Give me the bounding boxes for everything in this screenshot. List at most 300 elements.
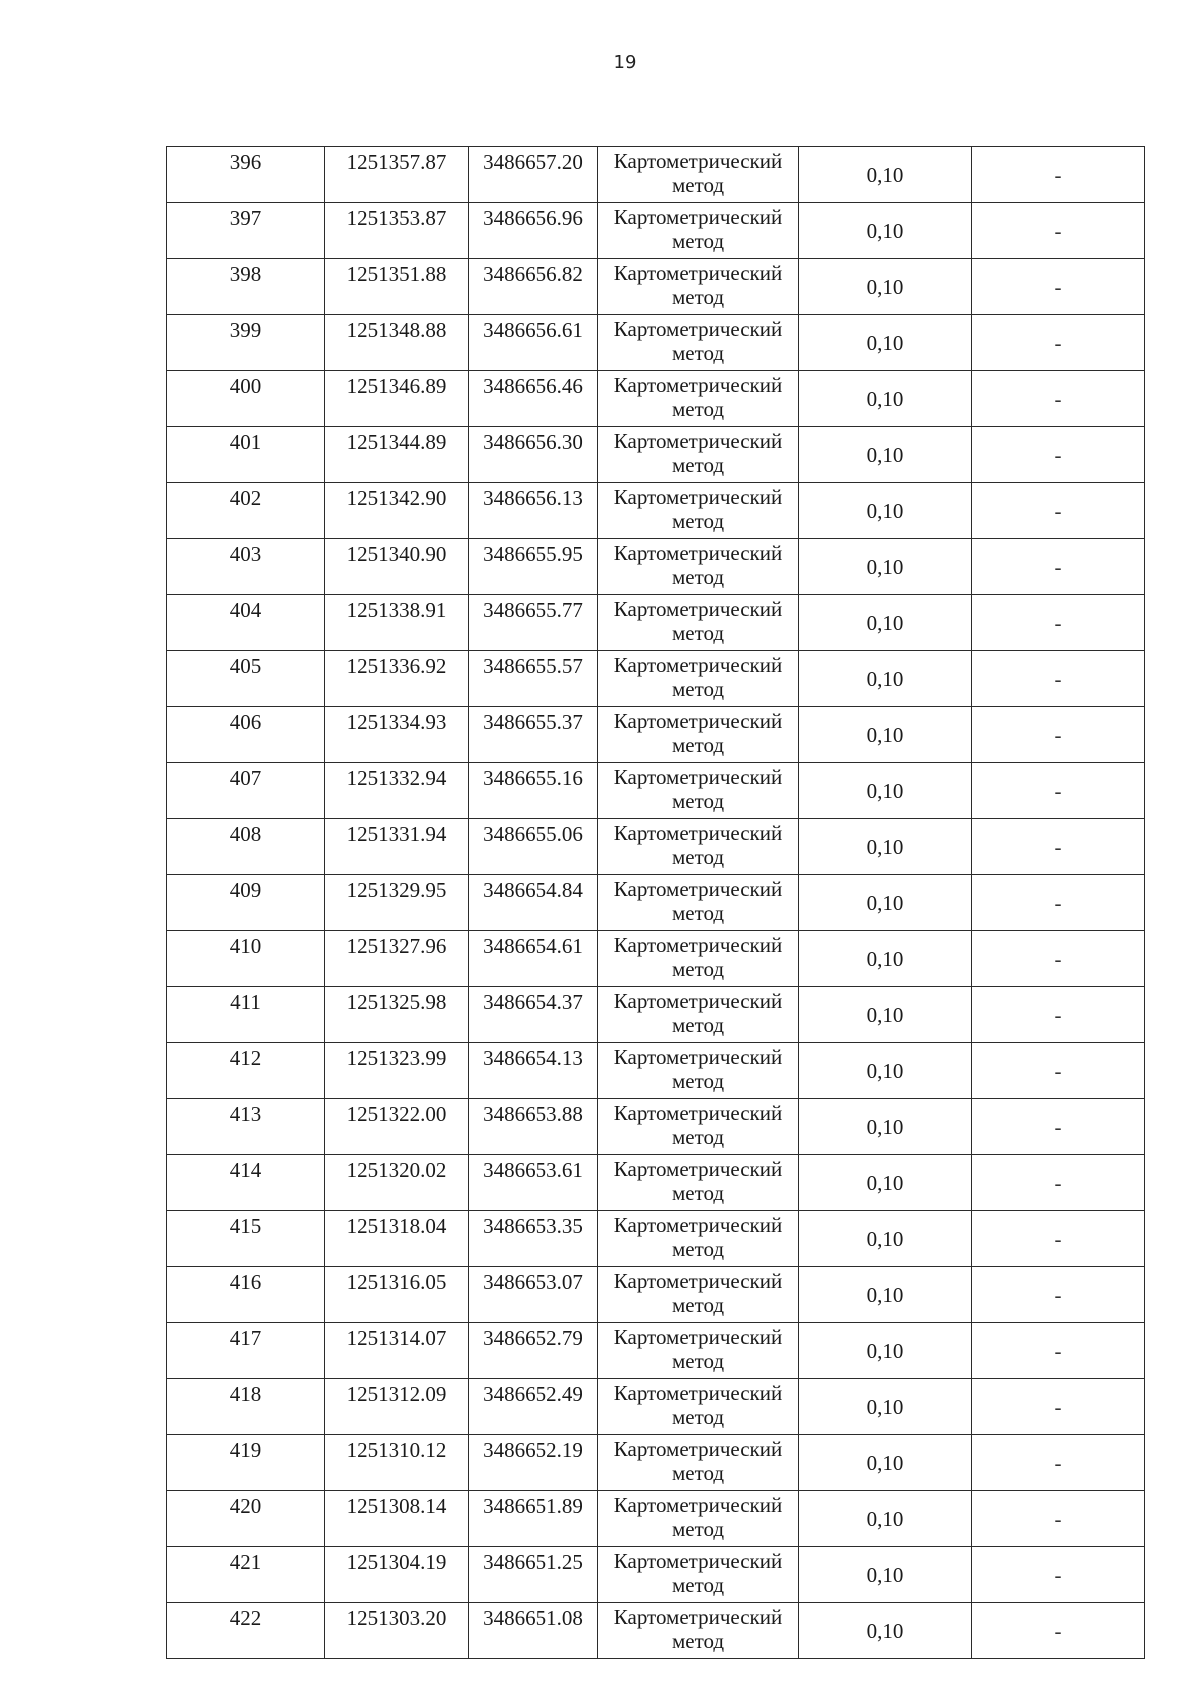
x-coordinate-cell-text: 1251303.20 <box>346 1606 447 1630</box>
method-line-1: Картометрический <box>613 541 783 565</box>
point-number-cell-text: 403 <box>229 542 262 566</box>
point-number-cell-text: 409 <box>229 878 262 902</box>
accuracy-cell <box>799 1491 972 1547</box>
table-row <box>167 1267 1145 1323</box>
x-coordinate-cell-text: 1251329.95 <box>346 878 447 902</box>
method-line-1: Картометрический <box>613 765 783 789</box>
x-coordinate-cell <box>325 315 469 371</box>
x-coordinate-cell <box>325 1211 469 1267</box>
description-cell <box>972 819 1145 875</box>
method-line-2: метод <box>671 1181 725 1205</box>
accuracy-cell-text: 0,10 <box>866 1450 904 1475</box>
description-cell-text: - <box>1054 890 1062 915</box>
accuracy-cell-text: 0,10 <box>866 274 904 299</box>
method-cell <box>598 1267 799 1323</box>
description-cell-text: - <box>1054 1282 1062 1307</box>
table-row <box>167 483 1145 539</box>
method-line-1: Картометрический <box>613 1045 783 1069</box>
y-coordinate-cell-text: 3486653.07 <box>483 1270 583 1294</box>
table-row <box>167 595 1145 651</box>
x-coordinate-cell <box>325 147 469 203</box>
x-coordinate-cell-text: 1251338.91 <box>346 598 447 622</box>
method-cell <box>598 203 799 259</box>
method-line-2: метод <box>671 1125 725 1149</box>
x-coordinate-cell-text: 1251312.09 <box>346 1382 447 1406</box>
y-coordinate-cell <box>469 651 598 707</box>
method-line-2: метод <box>671 1573 725 1597</box>
table-row <box>167 371 1145 427</box>
method-line-1: Картометрический <box>613 1157 783 1181</box>
point-number-cell <box>167 1603 325 1659</box>
method-cell <box>598 1491 799 1547</box>
table-row <box>167 819 1145 875</box>
description-cell-text: - <box>1054 1618 1062 1643</box>
point-number-cell-text: 402 <box>229 486 262 510</box>
method-line-2: метод <box>671 173 725 197</box>
table-row <box>167 875 1145 931</box>
page-number: 19 <box>613 52 637 73</box>
point-number-cell-text: 401 <box>229 430 262 454</box>
method-line-1: Картометрический <box>613 821 783 845</box>
table-row <box>167 707 1145 763</box>
point-number-cell <box>167 707 325 763</box>
accuracy-cell <box>799 147 972 203</box>
description-cell-text: - <box>1054 1002 1062 1027</box>
method-line-1: Картометрический <box>613 429 783 453</box>
y-coordinate-cell <box>469 1099 598 1155</box>
accuracy-cell-text: 0,10 <box>866 1002 904 1027</box>
description-cell <box>972 1491 1145 1547</box>
method-line-2: метод <box>671 1293 725 1317</box>
table-row <box>167 203 1145 259</box>
x-coordinate-cell-text: 1251331.94 <box>346 822 447 846</box>
accuracy-cell-text: 0,10 <box>866 1282 904 1307</box>
accuracy-cell-text: 0,10 <box>866 1394 904 1419</box>
table-row <box>167 1043 1145 1099</box>
y-coordinate-cell-text: 3486656.96 <box>483 206 583 230</box>
point-number-cell <box>167 1435 325 1491</box>
table-row <box>167 1435 1145 1491</box>
method-line-1: Картометрический <box>613 1101 783 1125</box>
accuracy-cell-text: 0,10 <box>866 1506 904 1531</box>
y-coordinate-cell <box>469 1435 598 1491</box>
x-coordinate-cell-text: 1251304.19 <box>346 1550 447 1574</box>
method-cell <box>598 987 799 1043</box>
point-number-cell <box>167 539 325 595</box>
x-coordinate-cell-text: 1251318.04 <box>346 1214 447 1238</box>
method-cell <box>598 819 799 875</box>
accuracy-cell-text: 0,10 <box>866 1618 904 1643</box>
accuracy-cell-text: 0,10 <box>866 834 904 859</box>
y-coordinate-cell-text: 3486656.30 <box>483 430 583 454</box>
x-coordinate-cell <box>325 259 469 315</box>
method-cell <box>598 315 799 371</box>
table-row <box>167 1547 1145 1603</box>
method-line-2: метод <box>671 509 725 533</box>
x-coordinate-cell-text: 1251351.88 <box>346 262 447 286</box>
y-coordinate-cell-text: 3486655.16 <box>483 766 583 790</box>
point-number-cell <box>167 651 325 707</box>
description-cell-text: - <box>1054 1506 1062 1531</box>
method-cell <box>598 931 799 987</box>
table-row <box>167 1155 1145 1211</box>
y-coordinate-cell <box>469 259 598 315</box>
point-number-cell <box>167 1099 325 1155</box>
accuracy-cell-text: 0,10 <box>866 1338 904 1363</box>
table-row <box>167 931 1145 987</box>
point-number-cell-text: 405 <box>229 654 262 678</box>
description-cell-text: - <box>1054 442 1062 467</box>
accuracy-cell-text: 0,10 <box>866 946 904 971</box>
point-number-cell-text: 400 <box>229 374 262 398</box>
description-cell <box>972 1379 1145 1435</box>
x-coordinate-cell <box>325 763 469 819</box>
x-coordinate-cell-text: 1251348.88 <box>346 318 447 342</box>
point-number-cell <box>167 819 325 875</box>
x-coordinate-cell <box>325 1491 469 1547</box>
description-cell <box>972 707 1145 763</box>
method-line-1: Картометрический <box>613 1437 783 1461</box>
description-cell <box>972 651 1145 707</box>
accuracy-cell-text: 0,10 <box>866 722 904 747</box>
method-line-1: Картометрический <box>613 1381 783 1405</box>
y-coordinate-cell-text: 3486656.46 <box>483 374 583 398</box>
point-number-cell-text: 406 <box>229 710 262 734</box>
x-coordinate-cell <box>325 931 469 987</box>
point-number-cell-text: 414 <box>229 1158 262 1182</box>
description-cell <box>972 427 1145 483</box>
accuracy-cell <box>799 1155 972 1211</box>
y-coordinate-cell <box>469 819 598 875</box>
method-line-1: Картометрический <box>613 261 783 285</box>
method-cell <box>598 707 799 763</box>
method-line-2: метод <box>671 229 725 253</box>
method-line-2: метод <box>671 901 725 925</box>
accuracy-cell-text: 0,10 <box>866 386 904 411</box>
method-cell <box>598 595 799 651</box>
point-number-cell-text: 415 <box>229 1214 262 1238</box>
table-row <box>167 987 1145 1043</box>
accuracy-cell-text: 0,10 <box>866 1114 904 1139</box>
accuracy-cell <box>799 371 972 427</box>
x-coordinate-cell-text: 1251336.92 <box>346 654 447 678</box>
method-line-2: метод <box>671 733 725 757</box>
x-coordinate-cell-text: 1251357.87 <box>346 150 447 174</box>
point-number-cell <box>167 203 325 259</box>
y-coordinate-cell-text: 3486652.49 <box>483 1382 583 1406</box>
y-coordinate-cell <box>469 987 598 1043</box>
x-coordinate-cell <box>325 875 469 931</box>
method-line-1: Картометрический <box>613 877 783 901</box>
method-line-2: метод <box>671 957 725 981</box>
point-number-cell <box>167 1043 325 1099</box>
method-line-1: Картометрический <box>613 1213 783 1237</box>
method-line-2: метод <box>671 845 725 869</box>
method-line-2: метод <box>671 1461 725 1485</box>
accuracy-cell-text: 0,10 <box>866 1058 904 1083</box>
accuracy-cell-text: 0,10 <box>866 778 904 803</box>
method-line-1: Картометрический <box>613 1549 783 1573</box>
description-cell <box>972 931 1145 987</box>
table-row <box>167 651 1145 707</box>
method-cell <box>598 147 799 203</box>
accuracy-cell-text: 0,10 <box>866 498 904 523</box>
point-number-cell <box>167 763 325 819</box>
method-line-1: Картометрический <box>613 373 783 397</box>
y-coordinate-cell-text: 3486653.88 <box>483 1102 583 1126</box>
method-cell <box>598 875 799 931</box>
y-coordinate-cell-text: 3486651.25 <box>483 1550 583 1574</box>
description-cell <box>972 987 1145 1043</box>
y-coordinate-cell-text: 3486655.77 <box>483 598 583 622</box>
method-line-2: метод <box>671 341 725 365</box>
x-coordinate-cell-text: 1251322.00 <box>346 1102 447 1126</box>
y-coordinate-cell-text: 3486655.57 <box>483 654 583 678</box>
point-number-cell <box>167 315 325 371</box>
accuracy-cell-text: 0,10 <box>866 666 904 691</box>
accuracy-cell <box>799 931 972 987</box>
x-coordinate-cell-text: 1251325.98 <box>346 990 447 1014</box>
accuracy-cell <box>799 651 972 707</box>
method-cell <box>598 1211 799 1267</box>
y-coordinate-cell-text: 3486654.37 <box>483 990 583 1014</box>
x-coordinate-cell-text: 1251316.05 <box>346 1270 447 1294</box>
description-cell <box>972 1323 1145 1379</box>
accuracy-cell <box>799 539 972 595</box>
description-cell <box>972 1099 1145 1155</box>
method-line-2: метод <box>671 285 725 309</box>
accuracy-cell <box>799 1099 972 1155</box>
method-cell <box>598 1155 799 1211</box>
method-cell <box>598 1043 799 1099</box>
y-coordinate-cell-text: 3486652.79 <box>483 1326 583 1350</box>
method-line-1: Картометрический <box>613 1325 783 1349</box>
y-coordinate-cell <box>469 763 598 819</box>
description-cell-text: - <box>1054 1058 1062 1083</box>
method-line-2: метод <box>671 397 725 421</box>
point-number-cell-text: 413 <box>229 1102 262 1126</box>
method-line-2: метод <box>671 1349 725 1373</box>
method-cell <box>598 1435 799 1491</box>
y-coordinate-cell-text: 3486655.37 <box>483 710 583 734</box>
accuracy-cell <box>799 1043 972 1099</box>
point-number-cell <box>167 987 325 1043</box>
description-cell <box>972 595 1145 651</box>
description-cell <box>972 371 1145 427</box>
description-cell <box>972 1155 1145 1211</box>
table-row <box>167 147 1145 203</box>
method-line-2: метод <box>671 1629 725 1653</box>
method-line-1: Картометрический <box>613 1605 783 1629</box>
point-number-cell-text: 420 <box>229 1494 262 1518</box>
description-cell <box>972 539 1145 595</box>
description-cell <box>972 203 1145 259</box>
y-coordinate-cell-text: 3486653.61 <box>483 1158 583 1182</box>
table-row <box>167 1099 1145 1155</box>
y-coordinate-cell <box>469 539 598 595</box>
description-cell-text: - <box>1054 1170 1062 1195</box>
y-coordinate-cell-text: 3486657.20 <box>483 150 583 174</box>
description-cell <box>972 483 1145 539</box>
method-line-2: метод <box>671 1069 725 1093</box>
point-number-cell-text: 407 <box>229 766 262 790</box>
point-number-cell <box>167 1155 325 1211</box>
x-coordinate-cell-text: 1251314.07 <box>346 1326 447 1350</box>
description-cell-text: - <box>1054 274 1062 299</box>
x-coordinate-cell-text: 1251320.02 <box>346 1158 447 1182</box>
method-cell <box>598 1603 799 1659</box>
method-line-1: Картометрический <box>613 1269 783 1293</box>
point-number-cell <box>167 931 325 987</box>
x-coordinate-cell-text: 1251323.99 <box>346 1046 447 1070</box>
method-cell <box>598 259 799 315</box>
y-coordinate-cell-text: 3486654.61 <box>483 934 583 958</box>
point-number-cell <box>167 1267 325 1323</box>
table-row <box>167 763 1145 819</box>
point-number-cell <box>167 147 325 203</box>
y-coordinate-cell <box>469 595 598 651</box>
y-coordinate-cell-text: 3486654.84 <box>483 878 583 902</box>
method-line-1: Картометрический <box>613 485 783 509</box>
method-line-1: Картометрический <box>613 597 783 621</box>
method-line-1: Картометрический <box>613 653 783 677</box>
y-coordinate-cell-text: 3486651.89 <box>483 1494 583 1518</box>
description-cell-text: - <box>1054 834 1062 859</box>
x-coordinate-cell <box>325 1379 469 1435</box>
point-number-cell <box>167 371 325 427</box>
method-cell <box>598 1379 799 1435</box>
accuracy-cell <box>799 763 972 819</box>
y-coordinate-cell <box>469 315 598 371</box>
description-cell <box>972 763 1145 819</box>
description-cell-text: - <box>1054 498 1062 523</box>
x-coordinate-cell <box>325 1099 469 1155</box>
x-coordinate-cell <box>325 1155 469 1211</box>
y-coordinate-cell <box>469 1379 598 1435</box>
description-cell-text: - <box>1054 946 1062 971</box>
table-row <box>167 1323 1145 1379</box>
x-coordinate-cell <box>325 1267 469 1323</box>
description-cell-text: - <box>1054 1562 1062 1587</box>
y-coordinate-cell-text: 3486656.82 <box>483 262 583 286</box>
method-line-2: метод <box>671 1237 725 1261</box>
x-coordinate-cell-text: 1251310.12 <box>346 1438 447 1462</box>
method-cell <box>598 483 799 539</box>
accuracy-cell-text: 0,10 <box>866 554 904 579</box>
method-line-1: Картометрический <box>613 1493 783 1517</box>
table-row <box>167 315 1145 371</box>
point-number-cell-text: 408 <box>229 822 262 846</box>
accuracy-cell-text: 0,10 <box>866 330 904 355</box>
x-coordinate-cell <box>325 371 469 427</box>
x-coordinate-cell-text: 1251346.89 <box>346 374 447 398</box>
accuracy-cell <box>799 819 972 875</box>
description-cell-text: - <box>1054 778 1062 803</box>
x-coordinate-cell-text: 1251340.90 <box>346 542 447 566</box>
description-cell <box>972 1547 1145 1603</box>
x-coordinate-cell <box>325 1043 469 1099</box>
method-cell <box>598 1323 799 1379</box>
accuracy-cell <box>799 483 972 539</box>
x-coordinate-cell-text: 1251327.96 <box>346 934 447 958</box>
x-coordinate-cell <box>325 1323 469 1379</box>
method-cell <box>598 371 799 427</box>
description-cell-text: - <box>1054 162 1062 187</box>
x-coordinate-cell <box>325 539 469 595</box>
y-coordinate-cell-text: 3486654.13 <box>483 1046 583 1070</box>
point-number-cell <box>167 1323 325 1379</box>
y-coordinate-cell <box>469 147 598 203</box>
description-cell <box>972 1211 1145 1267</box>
point-number-cell <box>167 1211 325 1267</box>
description-cell <box>972 259 1145 315</box>
accuracy-cell <box>799 987 972 1043</box>
x-coordinate-cell <box>325 1603 469 1659</box>
y-coordinate-cell <box>469 1547 598 1603</box>
description-cell-text: - <box>1054 218 1062 243</box>
accuracy-cell-text: 0,10 <box>866 890 904 915</box>
description-cell-text: - <box>1054 330 1062 355</box>
point-number-cell <box>167 875 325 931</box>
point-number-cell <box>167 1491 325 1547</box>
accuracy-cell-text: 0,10 <box>866 1170 904 1195</box>
y-coordinate-cell <box>469 1155 598 1211</box>
point-number-cell-text: 398 <box>229 262 262 286</box>
x-coordinate-cell-text: 1251308.14 <box>346 1494 447 1518</box>
method-line-1: Картометрический <box>613 709 783 733</box>
description-cell <box>972 875 1145 931</box>
accuracy-cell <box>799 315 972 371</box>
y-coordinate-cell <box>469 203 598 259</box>
y-coordinate-cell <box>469 875 598 931</box>
table-row <box>167 539 1145 595</box>
point-number-cell <box>167 1547 325 1603</box>
description-cell-text: - <box>1054 386 1062 411</box>
x-coordinate-cell <box>325 427 469 483</box>
y-coordinate-cell <box>469 1267 598 1323</box>
method-line-2: метод <box>671 789 725 813</box>
x-coordinate-cell <box>325 819 469 875</box>
point-number-cell-text: 410 <box>229 934 262 958</box>
accuracy-cell <box>799 427 972 483</box>
accuracy-cell-text: 0,10 <box>866 218 904 243</box>
accuracy-cell <box>799 1379 972 1435</box>
point-number-cell-text: 412 <box>229 1046 262 1070</box>
x-coordinate-cell-text: 1251344.89 <box>346 430 447 454</box>
method-line-1: Картометрический <box>613 205 783 229</box>
point-number-cell-text: 416 <box>229 1270 262 1294</box>
description-cell <box>972 147 1145 203</box>
x-coordinate-cell <box>325 707 469 763</box>
table-row <box>167 1603 1145 1659</box>
accuracy-cell <box>799 203 972 259</box>
accuracy-cell-text: 0,10 <box>866 1562 904 1587</box>
table-row <box>167 1211 1145 1267</box>
y-coordinate-cell-text: 3486651.08 <box>483 1606 583 1630</box>
accuracy-cell <box>799 595 972 651</box>
y-coordinate-cell <box>469 1043 598 1099</box>
y-coordinate-cell <box>469 1603 598 1659</box>
method-line-1: Картометрический <box>613 317 783 341</box>
description-cell-text: - <box>1054 554 1062 579</box>
method-cell <box>598 1099 799 1155</box>
x-coordinate-cell-text: 1251342.90 <box>346 486 447 510</box>
point-number-cell-text: 419 <box>229 1438 262 1462</box>
accuracy-cell <box>799 259 972 315</box>
description-cell-text: - <box>1054 666 1062 691</box>
description-cell <box>972 1267 1145 1323</box>
x-coordinate-cell <box>325 987 469 1043</box>
